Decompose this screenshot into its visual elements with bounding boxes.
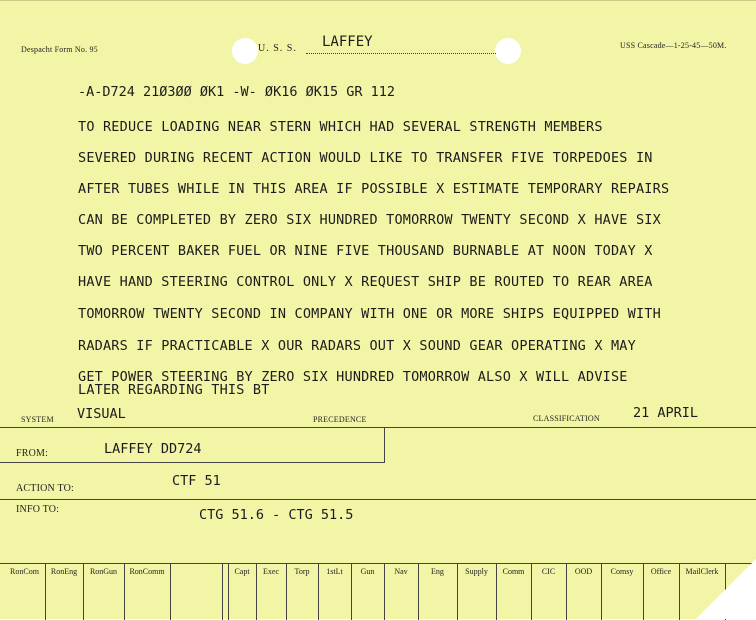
system-label: SYSTEM xyxy=(21,415,54,424)
routing-divider xyxy=(679,563,680,620)
routing-cell: CIC xyxy=(541,567,556,576)
routing-cell: MailClerk xyxy=(685,567,719,576)
message-line: TO REDUCE LOADING NEAR STERN WHICH HAD SEVERAL STRENGTH MEMBERS xyxy=(78,119,603,135)
message-line: LATER REGARDING THIS BT xyxy=(78,382,270,398)
punch-hole-right xyxy=(495,38,521,64)
routing-cell: RonComm xyxy=(129,567,165,576)
routing-divider xyxy=(384,563,385,620)
torn-corner xyxy=(696,559,756,619)
routing-divider xyxy=(45,563,46,620)
routing-cell: RonEng xyxy=(50,567,78,576)
routing-cell: Torp xyxy=(294,567,310,576)
routing-divider xyxy=(286,563,287,620)
ship-name: LAFFEY xyxy=(322,34,373,50)
routing-cell: Eng xyxy=(431,567,444,576)
routing-divider xyxy=(601,563,602,620)
ship-name-rule xyxy=(306,53,496,54)
message-line: HAVE HAND STEERING CONTROL ONLY X REQUEST SHIP BE ROUTED TO REAR AREA xyxy=(78,274,653,290)
routing-divider xyxy=(124,563,125,620)
routing-cell: RonGun xyxy=(89,567,118,576)
action-value: CTF 51 xyxy=(172,473,221,489)
routing-divider xyxy=(457,563,458,620)
routing-cell: RonCom xyxy=(10,567,39,576)
info-label: INFO TO: xyxy=(16,504,60,515)
date-value: 21 APRIL xyxy=(633,405,699,421)
print-code: USS Cascade—1-25-45—50M. xyxy=(620,41,727,50)
message-line: TWO PERCENT BAKER FUEL OR NINE FIVE THOUSAND BURNABLE AT NOON TODAY X xyxy=(78,243,653,259)
routing-cell: Gun xyxy=(360,567,375,576)
routing-cell: 1stLt xyxy=(326,567,343,576)
from-value: LAFFEY DD724 xyxy=(104,441,202,457)
divider xyxy=(0,499,756,500)
routing-divider xyxy=(256,563,257,620)
routing-divider xyxy=(222,563,223,620)
message-line: CAN BE COMPLETED BY ZERO SIX HUNDRED TOMORROW TWENTY SECOND X HAVE SIX xyxy=(78,212,661,228)
punch-hole-left xyxy=(232,38,258,64)
routing-divider xyxy=(351,563,352,620)
precedence-label: PRECEDENCE xyxy=(313,415,367,424)
message-line: RADARS IF PRACTICABLE X OUR RADARS OUT X SOUND GEAR OPERATING X MAY xyxy=(78,338,636,354)
message-line: GET POWER STEERING BY ZERO SIX HUNDRED TOMORROW ALSO X WILL ADVISE xyxy=(78,369,628,385)
routing-cell: OOD xyxy=(574,567,593,576)
routing-divider xyxy=(496,563,497,620)
message-heading: -A-D724 21Ø3ØØ ØK1 -W- ØK16 ØK15 GR 112 xyxy=(78,84,395,100)
routing-cell: Office xyxy=(650,567,672,576)
routing-divider xyxy=(228,563,229,620)
routing-divider xyxy=(318,563,319,620)
form-number: Despacht Form No. 95 xyxy=(21,45,98,54)
routing-cell: Capt xyxy=(234,567,250,576)
info-value: CTG 51.6 - CTG 51.5 xyxy=(199,507,354,523)
message-line: TOMORROW TWENTY SECOND IN COMPANY WITH ONE OR MORE SHIPS EQUIPPED WITH xyxy=(78,306,661,322)
routing-divider xyxy=(531,563,532,620)
classification-label: CLASSIFICATION xyxy=(533,414,600,423)
routing-divider xyxy=(83,563,84,620)
routing-cell: Exec xyxy=(263,567,279,576)
ship-prefix: U. S. S. xyxy=(258,43,297,54)
action-label: ACTION TO: xyxy=(16,483,75,494)
routing-cell: Supply xyxy=(465,567,488,576)
message-line: AFTER TUBES WHILE IN THIS AREA IF POSSIBLE X ESTIMATE TEMPORARY REPAIRS xyxy=(78,181,670,197)
routing-divider xyxy=(566,563,567,620)
routing-divider xyxy=(170,563,171,620)
from-label: FROM: xyxy=(16,448,49,459)
system-value: VISUAL xyxy=(77,406,126,422)
message-line: SEVERED DURING RECENT ACTION WOULD LIKE TO TRANSFER FIVE TORPEDOES IN xyxy=(78,150,653,166)
routing-cell: Comm xyxy=(502,567,525,576)
routing-divider xyxy=(643,563,644,620)
routing-cell: Nav xyxy=(394,567,408,576)
routing-cell: Comsy xyxy=(610,567,634,576)
routing-divider xyxy=(418,563,419,620)
